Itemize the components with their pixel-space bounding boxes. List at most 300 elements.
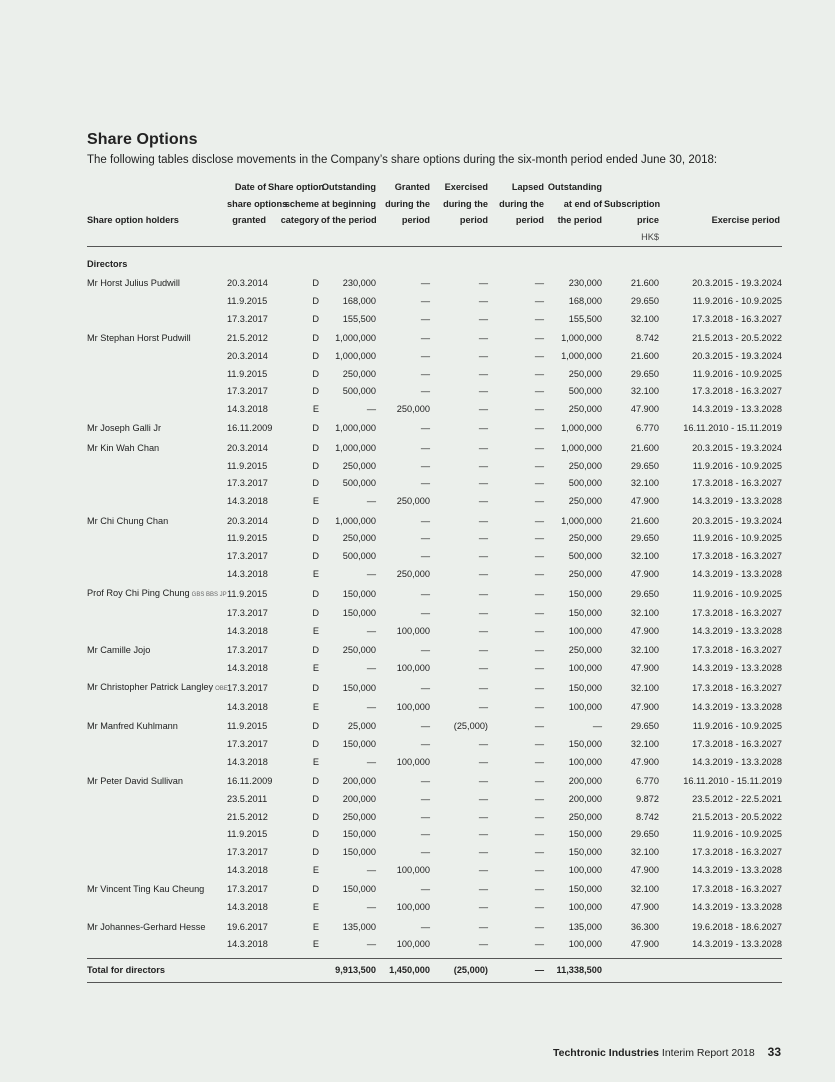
header-outstanding-end: Outstanding bbox=[547, 182, 602, 192]
table-cell: — bbox=[478, 478, 488, 489]
table-cell: 11.9.2015 bbox=[227, 829, 268, 840]
table-cell: — bbox=[420, 794, 430, 805]
table-row bbox=[87, 640, 782, 660]
table-cell: 17.3.2018 - 16.3.2027 bbox=[692, 313, 782, 324]
table-cell: — bbox=[534, 607, 544, 618]
table-row bbox=[87, 826, 782, 844]
table-cell: 200,000 bbox=[568, 794, 602, 805]
table-cell: D bbox=[312, 295, 319, 306]
table-cell: D bbox=[312, 589, 319, 600]
table-row bbox=[87, 736, 782, 754]
table-cell: 8.742 bbox=[636, 333, 659, 344]
table-cell: — bbox=[420, 645, 430, 656]
table-cell: D bbox=[312, 645, 319, 656]
total-cell: 1,450,000 bbox=[378, 958, 432, 982]
table-cell: E bbox=[312, 902, 319, 913]
table-cell: — bbox=[420, 884, 430, 895]
table-cell: 17.3.2018 - 16.3.2027 bbox=[692, 884, 782, 895]
table-cell: 100,000 bbox=[568, 701, 602, 712]
table-cell: — bbox=[478, 662, 488, 673]
table-cell: 11.9.2016 - 10.9.2025 bbox=[692, 721, 782, 732]
table-cell: — bbox=[478, 350, 488, 361]
header-exercised: Exercised bbox=[444, 182, 488, 192]
table-cell: 32.100 bbox=[630, 478, 659, 489]
table-cell: D bbox=[312, 368, 319, 379]
table-cell: 500,000 bbox=[342, 478, 376, 489]
table-cell: 47.900 bbox=[630, 864, 659, 875]
table-cell: — bbox=[420, 423, 430, 434]
table-row bbox=[87, 530, 782, 548]
table-cell: — bbox=[478, 589, 488, 600]
table-cell: — bbox=[534, 739, 544, 750]
table-cell: 1,000,000 bbox=[335, 515, 376, 526]
table-cell: 100,000 bbox=[396, 939, 430, 950]
total-cell: — bbox=[490, 958, 546, 982]
header-outstanding-begin: of the period bbox=[321, 215, 377, 225]
table-cell: 100,000 bbox=[568, 662, 602, 673]
table-cell: — bbox=[478, 884, 488, 895]
table-cell: 1,000,000 bbox=[561, 515, 602, 526]
table-cell: 200,000 bbox=[342, 794, 376, 805]
table-cell: — bbox=[478, 550, 488, 561]
table-cell: — bbox=[366, 864, 376, 875]
table-cell: D bbox=[312, 333, 319, 344]
table-cell: 14.3.2018 bbox=[227, 701, 268, 712]
table-cell: 14.3.2019 - 13.3.2028 bbox=[692, 864, 782, 875]
table-cell: — bbox=[366, 701, 376, 712]
table-cell: 25,000 bbox=[347, 721, 376, 732]
table-cell: 100,000 bbox=[568, 939, 602, 950]
table-cell: 150,000 bbox=[342, 884, 376, 895]
table-cell: 155,500 bbox=[568, 313, 602, 324]
table-cell: 17.3.2017 bbox=[227, 847, 268, 858]
table-cell: 150,000 bbox=[568, 607, 602, 618]
footer-report: Interim Report 2018 bbox=[661, 1047, 755, 1059]
holder-honours: OBE bbox=[215, 686, 228, 693]
table-cell: 14.3.2019 - 13.3.2028 bbox=[692, 701, 782, 712]
table-row bbox=[87, 493, 782, 511]
table-cell: 47.900 bbox=[630, 496, 659, 507]
table-cell: 6.770 bbox=[636, 423, 659, 434]
header-granted: Granted bbox=[394, 182, 430, 192]
table-row bbox=[87, 293, 782, 311]
table-cell: 500,000 bbox=[342, 550, 376, 561]
table-cell: 150,000 bbox=[568, 683, 602, 694]
table-cell: 100,000 bbox=[396, 625, 430, 636]
table-cell: 17.3.2018 - 16.3.2027 bbox=[692, 386, 782, 397]
table-row bbox=[87, 583, 782, 605]
header-scheme: Share option bbox=[268, 182, 325, 192]
table-cell: — bbox=[534, 333, 544, 344]
table-cell: 11.9.2016 - 10.9.2025 bbox=[692, 460, 782, 471]
table-row bbox=[87, 809, 782, 827]
total-cell bbox=[268, 958, 321, 982]
table-row bbox=[87, 699, 782, 717]
table-cell: 11.9.2016 - 10.9.2025 bbox=[692, 533, 782, 544]
header-lapsed: during the bbox=[499, 198, 544, 209]
table-cell: — bbox=[478, 403, 488, 414]
table-cell: D bbox=[312, 739, 319, 750]
table-cell: 250,000 bbox=[342, 645, 376, 656]
table-cell: 17.3.2017 bbox=[227, 313, 268, 324]
table-cell: — bbox=[478, 756, 488, 767]
table-cell: — bbox=[420, 460, 430, 471]
table-row bbox=[87, 660, 782, 678]
table-cell: 9.872 bbox=[636, 794, 659, 805]
table-cell: 11.9.2016 - 10.9.2025 bbox=[692, 829, 782, 840]
table-cell: — bbox=[420, 515, 430, 526]
table-cell: 29.650 bbox=[630, 829, 659, 840]
table-cell: 17.3.2018 - 16.3.2027 bbox=[692, 683, 782, 694]
total-cell: 11,338,500 bbox=[546, 958, 604, 982]
table-cell: 11.9.2015 bbox=[227, 533, 268, 544]
table-cell: 100,000 bbox=[396, 864, 430, 875]
holder-name: Mr Manfred Kuhlmann bbox=[87, 721, 178, 732]
table-cell: — bbox=[534, 403, 544, 414]
table-cell: 17.3.2018 - 16.3.2027 bbox=[692, 607, 782, 618]
table-cell: 32.100 bbox=[630, 645, 659, 656]
table-cell: — bbox=[420, 386, 430, 397]
table-cell: 100,000 bbox=[396, 701, 430, 712]
header-price: price bbox=[637, 215, 659, 225]
table-cell: 1,000,000 bbox=[561, 350, 602, 361]
table-cell: 32.100 bbox=[630, 884, 659, 895]
table-cell: — bbox=[478, 776, 488, 787]
table-cell: 17.3.2017 bbox=[227, 478, 268, 489]
table-cell: — bbox=[534, 442, 544, 453]
table-cell: 17.3.2017 bbox=[227, 884, 268, 895]
table-cell: — bbox=[478, 739, 488, 750]
table-cell: 250,000 bbox=[342, 811, 376, 822]
header-date: Date of bbox=[234, 182, 266, 192]
footer-brand: Techtronic Industries bbox=[552, 1047, 659, 1059]
table-cell: 20.3.2015 - 19.3.2024 bbox=[692, 515, 782, 526]
table-cell: — bbox=[592, 721, 602, 732]
header-outstanding-end: the period bbox=[557, 215, 602, 225]
table-cell: — bbox=[534, 589, 544, 600]
table-cell: — bbox=[420, 829, 430, 840]
table-cell: 20.3.2015 - 19.3.2024 bbox=[692, 278, 782, 289]
table-cell: — bbox=[478, 295, 488, 306]
table-cell: — bbox=[534, 756, 544, 767]
table-cell: E bbox=[312, 568, 319, 579]
table-row bbox=[87, 458, 782, 476]
table-cell: 32.100 bbox=[630, 739, 659, 750]
table-row bbox=[87, 311, 782, 329]
table-cell: — bbox=[534, 645, 544, 656]
holder-name: Mr Chi Chung Chan bbox=[87, 515, 169, 526]
table-cell: 150,000 bbox=[342, 607, 376, 618]
table-cell: 17.3.2017 bbox=[227, 645, 268, 656]
table-cell: — bbox=[478, 701, 488, 712]
holder-name: Mr Stephan Horst Pudwill bbox=[87, 333, 191, 344]
table-cell: 100,000 bbox=[396, 756, 430, 767]
table-cell: D bbox=[312, 278, 319, 289]
table-cell: 14.3.2018 bbox=[227, 662, 268, 673]
table-cell: 250,000 bbox=[568, 460, 602, 471]
table-cell: E bbox=[312, 921, 319, 932]
table-cell: — bbox=[478, 794, 488, 805]
table-cell: — bbox=[478, 423, 488, 434]
table-cell: 23.5.2012 - 22.5.2021 bbox=[692, 794, 782, 805]
table-cell: 250,000 bbox=[568, 811, 602, 822]
table-cell: 14.3.2019 - 13.3.2028 bbox=[692, 403, 782, 414]
table-cell: — bbox=[420, 550, 430, 561]
table-cell: 20.3.2014 bbox=[227, 278, 268, 289]
table-cell: 11.9.2015 bbox=[227, 295, 268, 306]
table-cell: 500,000 bbox=[568, 386, 602, 397]
table-cell: 250,000 bbox=[342, 533, 376, 544]
table-cell: — bbox=[478, 902, 488, 913]
table-cell: 32.100 bbox=[630, 683, 659, 694]
header-holder: Share option holders bbox=[87, 215, 179, 225]
header-lapsed: period bbox=[515, 215, 544, 225]
page-title: Share Options bbox=[87, 131, 198, 148]
table-cell: — bbox=[420, 739, 430, 750]
table-row bbox=[87, 844, 782, 862]
table-cell: 21.5.2012 bbox=[227, 333, 268, 344]
table-cell: 1,000,000 bbox=[335, 350, 376, 361]
table-cell: — bbox=[534, 721, 544, 732]
table-cell: — bbox=[420, 811, 430, 822]
table-cell: 11.9.2016 - 10.9.2025 bbox=[692, 295, 782, 306]
table-cell: 250,000 bbox=[342, 460, 376, 471]
holder-name: Mr Horst Julius Pudwill bbox=[87, 278, 180, 289]
table-cell: 16.11.2010 - 15.11.2019 bbox=[683, 423, 782, 434]
table-cell: — bbox=[534, 386, 544, 397]
table-cell: 19.6.2018 - 18.6.2027 bbox=[692, 921, 782, 932]
table-cell: — bbox=[534, 776, 544, 787]
table-cell: — bbox=[366, 756, 376, 767]
table-cell: — bbox=[420, 478, 430, 489]
table-cell: 14.3.2018 bbox=[227, 568, 268, 579]
table-cell: 21.5.2013 - 20.5.2022 bbox=[692, 811, 782, 822]
table-cell: 17.3.2017 bbox=[227, 683, 268, 694]
table-cell: 14.3.2019 - 13.3.2028 bbox=[692, 756, 782, 767]
table-cell: 29.650 bbox=[630, 589, 659, 600]
page-footer bbox=[553, 1045, 781, 1059]
table-cell: 17.3.2018 - 16.3.2027 bbox=[692, 847, 782, 858]
table-cell: — bbox=[478, 829, 488, 840]
header-exercised: during the bbox=[443, 198, 488, 209]
table-cell: — bbox=[478, 939, 488, 950]
table-cell: — bbox=[478, 645, 488, 656]
total-cell: 9,913,500 bbox=[321, 958, 378, 982]
table-cell: — bbox=[478, 811, 488, 822]
header-date: granted bbox=[232, 215, 266, 225]
table-cell: 135,000 bbox=[342, 921, 376, 932]
table-cell: — bbox=[534, 460, 544, 471]
table-cell: — bbox=[534, 847, 544, 858]
table-cell: D bbox=[312, 515, 319, 526]
table-cell: 11.9.2016 - 10.9.2025 bbox=[692, 368, 782, 379]
table-cell: 100,000 bbox=[396, 902, 430, 913]
table-cell: — bbox=[534, 884, 544, 895]
header-scheme: category bbox=[280, 215, 319, 225]
header-lapsed: Lapsed bbox=[511, 182, 544, 192]
table-cell: — bbox=[478, 683, 488, 694]
table-cell: 11.9.2016 - 10.9.2025 bbox=[692, 589, 782, 600]
table-cell: D bbox=[312, 794, 319, 805]
table-row bbox=[87, 880, 782, 900]
table-cell: 200,000 bbox=[342, 776, 376, 787]
table-row bbox=[87, 511, 782, 531]
table-cell: 17.3.2017 bbox=[227, 607, 268, 618]
table-cell: — bbox=[420, 683, 430, 694]
table-cell: — bbox=[478, 386, 488, 397]
table-cell: — bbox=[420, 278, 430, 289]
table-cell: — bbox=[420, 776, 430, 787]
holder-honours: GBS BBS JP bbox=[191, 592, 227, 599]
table-cell: 16.11.2010 - 15.11.2019 bbox=[683, 776, 782, 787]
table-cell: D bbox=[312, 460, 319, 471]
table-cell: 17.3.2018 - 16.3.2027 bbox=[692, 645, 782, 656]
table-cell: 32.100 bbox=[630, 607, 659, 618]
table-cell: 17.3.2018 - 16.3.2027 bbox=[692, 550, 782, 561]
table-cell: — bbox=[478, 460, 488, 471]
table-cell: 21.5.2012 bbox=[227, 811, 268, 822]
table-row bbox=[87, 717, 782, 737]
table-cell: 250,000 bbox=[342, 368, 376, 379]
table-cell: — bbox=[534, 368, 544, 379]
table-cell: 47.900 bbox=[630, 568, 659, 579]
table-cell: E bbox=[312, 939, 319, 950]
table-cell: 20.3.2014 bbox=[227, 350, 268, 361]
table-cell: D bbox=[312, 313, 319, 324]
table-row bbox=[87, 348, 782, 366]
table-cell: — bbox=[534, 662, 544, 673]
table-cell: 150,000 bbox=[568, 739, 602, 750]
table-cell: 21.600 bbox=[630, 442, 659, 453]
table-cell: — bbox=[420, 847, 430, 858]
header-scheme: scheme bbox=[284, 198, 319, 209]
table-row bbox=[87, 899, 782, 917]
table-cell: — bbox=[478, 515, 488, 526]
table-cell: — bbox=[478, 568, 488, 579]
table-cell: — bbox=[534, 533, 544, 544]
table-cell: (25,000) bbox=[453, 721, 488, 732]
table-cell: 100,000 bbox=[568, 756, 602, 767]
table-cell: D bbox=[312, 386, 319, 397]
table-row bbox=[87, 754, 782, 772]
table-cell: 250,000 bbox=[568, 645, 602, 656]
table-cell: E bbox=[312, 625, 319, 636]
table-cell: D bbox=[312, 683, 319, 694]
header-granted: period bbox=[401, 215, 430, 225]
table-cell: — bbox=[534, 939, 544, 950]
table-cell: — bbox=[366, 902, 376, 913]
table-cell: 14.3.2019 - 13.3.2028 bbox=[692, 902, 782, 913]
table-cell: 14.3.2019 - 13.3.2028 bbox=[692, 625, 782, 636]
table-cell: — bbox=[420, 721, 430, 732]
table-cell: 150,000 bbox=[568, 829, 602, 840]
table-cell: 21.600 bbox=[630, 515, 659, 526]
table-row bbox=[87, 401, 782, 419]
holder-name: Mr Kin Wah Chan bbox=[87, 442, 160, 453]
table-cell: 17.3.2017 bbox=[227, 550, 268, 561]
table-cell: — bbox=[534, 350, 544, 361]
table-cell: D bbox=[312, 829, 319, 840]
table-cell: — bbox=[420, 350, 430, 361]
table-cell: — bbox=[534, 829, 544, 840]
table-cell: — bbox=[534, 568, 544, 579]
intro-text: The following tables disclose movements in the Company’s share options during the six-month period ended June 30, 2018: bbox=[87, 154, 718, 166]
header-period: Exercise period bbox=[711, 215, 780, 225]
table-cell: — bbox=[420, 442, 430, 453]
holder-name: Mr Peter David Sullivan bbox=[87, 776, 183, 787]
table-cell: 17.3.2018 - 16.3.2027 bbox=[692, 478, 782, 489]
header-outstanding-end: at end of bbox=[563, 198, 602, 209]
table-cell: — bbox=[420, 368, 430, 379]
table-cell: — bbox=[534, 794, 544, 805]
table-cell: 14.3.2018 bbox=[227, 864, 268, 875]
share-options-table bbox=[87, 179, 782, 983]
table-row bbox=[87, 328, 782, 348]
table-cell: D bbox=[312, 776, 319, 787]
table-cell: — bbox=[478, 368, 488, 379]
table-cell: 150,000 bbox=[342, 847, 376, 858]
table-cell: D bbox=[312, 478, 319, 489]
table-cell: — bbox=[420, 607, 430, 618]
table-cell: — bbox=[534, 625, 544, 636]
table-cell: 150,000 bbox=[568, 847, 602, 858]
table-cell: — bbox=[534, 864, 544, 875]
table-row bbox=[87, 791, 782, 809]
table-cell: 1,000,000 bbox=[335, 423, 376, 434]
table-cell: — bbox=[534, 496, 544, 507]
table-cell: — bbox=[478, 442, 488, 453]
table-cell: 47.900 bbox=[630, 902, 659, 913]
table-cell: E bbox=[312, 701, 319, 712]
total-cell bbox=[227, 958, 268, 982]
table-cell: — bbox=[478, 496, 488, 507]
table-cell: 47.900 bbox=[630, 403, 659, 414]
table-cell: 21.600 bbox=[630, 278, 659, 289]
table-cell: — bbox=[366, 939, 376, 950]
table-cell: — bbox=[534, 515, 544, 526]
total-row bbox=[87, 958, 782, 982]
table-cell: — bbox=[534, 683, 544, 694]
table-cell: 1,000,000 bbox=[335, 333, 376, 344]
table-cell: 11.9.2015 bbox=[227, 589, 268, 600]
table-cell: 150,000 bbox=[342, 739, 376, 750]
table-cell: 17.3.2017 bbox=[227, 739, 268, 750]
page-number: 33 bbox=[767, 1045, 781, 1059]
table-cell: 20.3.2015 - 19.3.2024 bbox=[692, 442, 782, 453]
table-cell: 100,000 bbox=[568, 625, 602, 636]
table-cell: D bbox=[312, 550, 319, 561]
table-cell: 168,000 bbox=[342, 295, 376, 306]
table-cell: 32.100 bbox=[630, 313, 659, 324]
table-cell: 150,000 bbox=[568, 589, 602, 600]
table-cell: E bbox=[312, 496, 319, 507]
table-cell: — bbox=[478, 625, 488, 636]
table-cell: 150,000 bbox=[342, 589, 376, 600]
table-cell: — bbox=[534, 295, 544, 306]
table-cell: — bbox=[420, 295, 430, 306]
table-cell: 29.650 bbox=[630, 295, 659, 306]
table-cell: 47.900 bbox=[630, 662, 659, 673]
table-row bbox=[87, 605, 782, 623]
table-cell: — bbox=[534, 313, 544, 324]
table-cell: 21.5.2013 - 20.5.2022 bbox=[692, 333, 782, 344]
table-cell: 168,000 bbox=[568, 295, 602, 306]
total-label: Total for directors bbox=[87, 958, 227, 982]
table-cell: 47.900 bbox=[630, 701, 659, 712]
table-cell: 500,000 bbox=[342, 386, 376, 397]
table-cell: 14.3.2019 - 13.3.2028 bbox=[692, 662, 782, 673]
table-cell: — bbox=[534, 423, 544, 434]
